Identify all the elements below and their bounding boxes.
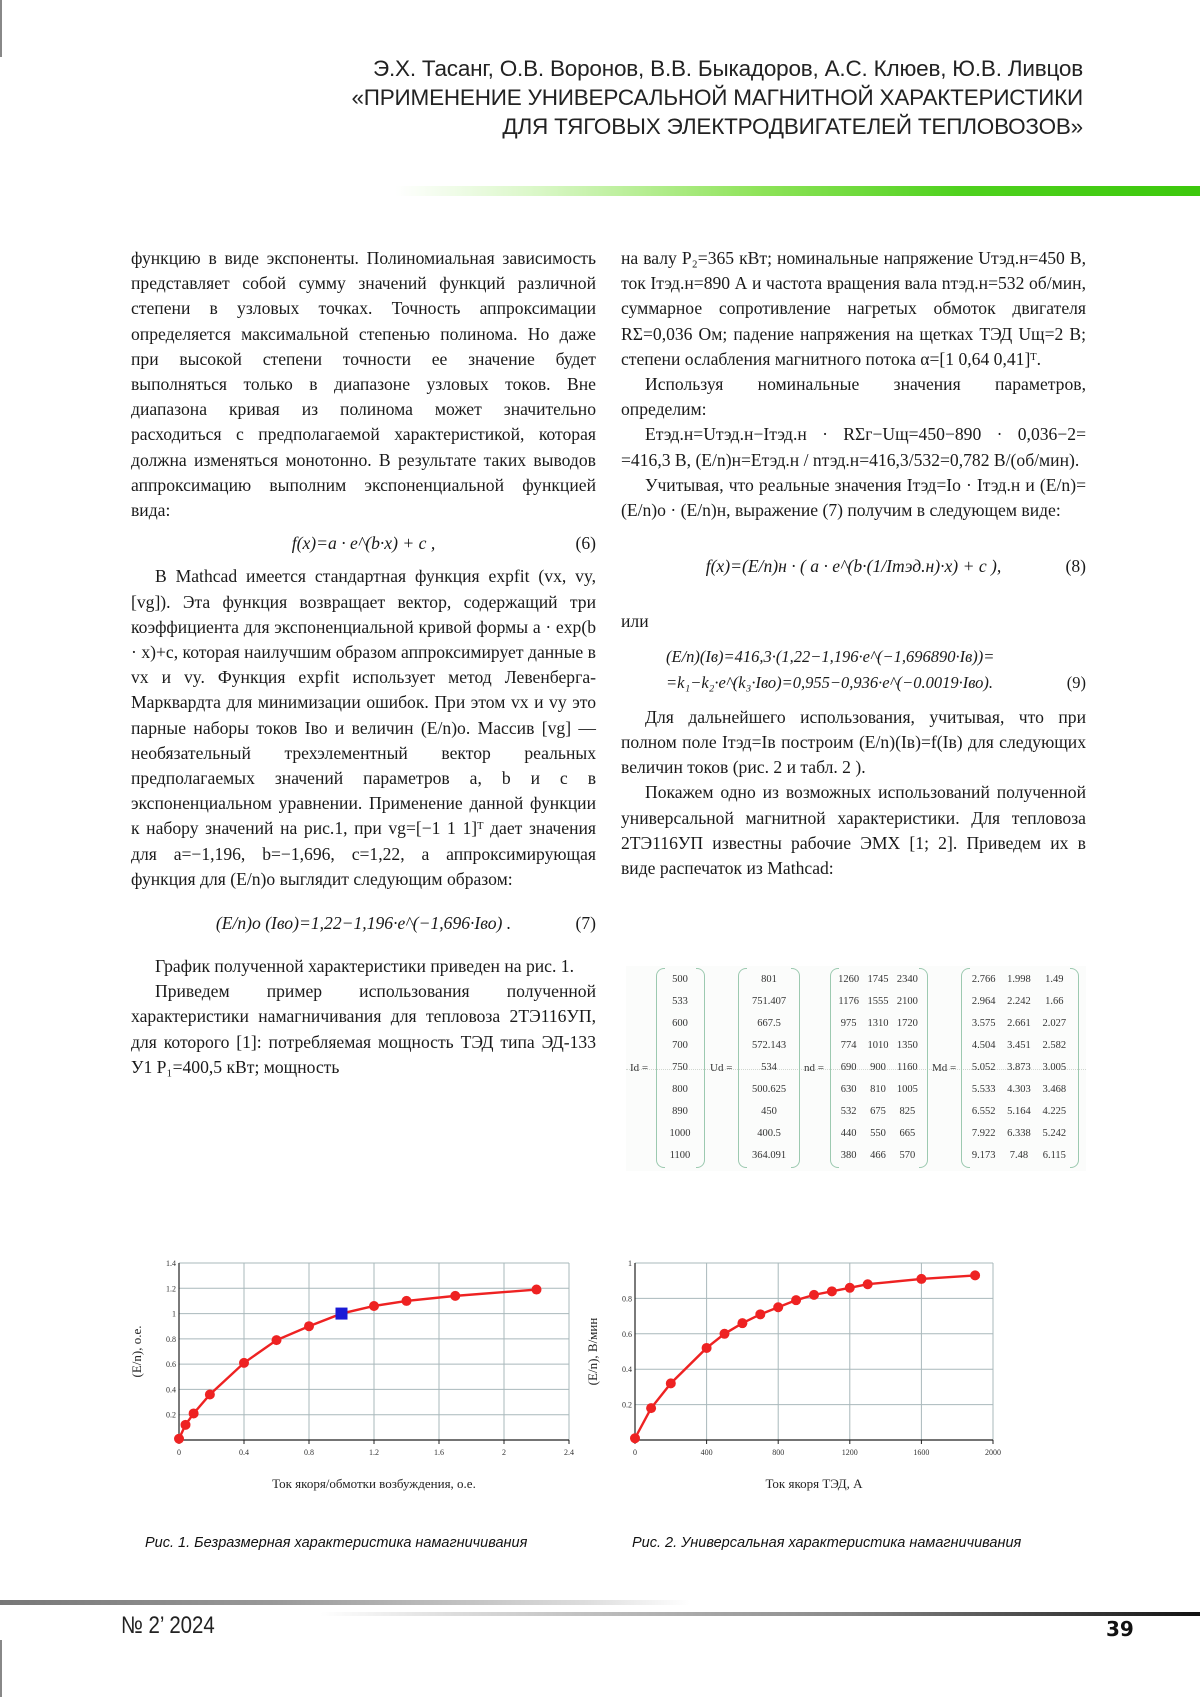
matrix-cell: 1350: [896, 1039, 918, 1051]
matrix-cell: 400.5: [757, 1128, 781, 1140]
matrix-cell: 801: [761, 973, 777, 985]
data-point: [272, 1335, 282, 1345]
matrix-cell: 6.338: [1007, 1128, 1031, 1140]
matrix-cell: 570: [899, 1150, 916, 1162]
paragraph: Покажем одно из возможных использований полученной универсальной магнитной характеристики. Для тепловоза 2ТЭ116УП известны рабочие ЭМХ [1; 2]. Приведем их в виде распечаток из Mathcad:: [621, 782, 1086, 879]
matrix-cell: 900: [870, 1061, 886, 1073]
paragraph: функцию в виде экспоненты. Полиномиальная зависимость представляет собой сумму значений функций различной степени в узловых точках. Точность аппроксимации определяется максимальной степенью полинома. Но даже при высокой степени точности ее значение будет выполняться только в диапазоне узловых токов. Вне диапазона кривая из полинома может значительно расходиться с предполагаемой характеристикой, которая должна изменяться монотонно. В результате таких выводов аппроксимацию выполним экспоненциальной функцией вида:: [131, 248, 596, 521]
matrix-row: [834, 996, 922, 1007]
paragraph: на валу P₂=365 кВт; номинальные напряжение Uтэд.н=450 В, ток Iтэд.н=890 А и частота вращения вала nтэд.н=532 об/мин, суммарное сопротивление нагретых обмоток двигателя RΣ=0,036 Ом; падение напряжения на щетках ТЭД Uщ=2 В; степени ослабления магнитного потока α=[1 0,64 0,41]ᵀ.: [621, 248, 1086, 369]
x-tick-label: 400: [700, 1448, 713, 1457]
matrix-cell: 533: [672, 995, 688, 1007]
matrix-cell: 2.027: [1042, 1017, 1067, 1029]
paragraph: Учитывая, что реальные значения Iтэд=Iо · Iтэд.н и (E/n)=(E/n)о · (E/n)н, выражение (7) получим в следующем виде:: [621, 474, 1086, 521]
equation-6: [131, 531, 596, 556]
matrix-row: [834, 1128, 922, 1139]
matrix-cell: 5.242: [1042, 1128, 1067, 1140]
matrix-cell: 534: [761, 1061, 777, 1073]
equation-9: [621, 644, 1086, 694]
data-point: [791, 1295, 801, 1305]
figure-1-caption: Рис. 1. Безразмерная характеристика намагничивания: [145, 1535, 528, 1551]
matrix-cell: 466: [870, 1150, 886, 1162]
data-point: [916, 1274, 926, 1284]
matrix-cell: 3.468: [1042, 1084, 1067, 1096]
matrix-cell: 4.504: [971, 1039, 996, 1051]
equation-number: (8): [1065, 556, 1086, 577]
matrix-row: [662, 1062, 698, 1073]
paragraph: Приведем пример использования полученной характеристики намагничивания для тепловоза 2ТЭ116УП, для которого [1]: потребляемая мощность ТЭД типа ЭД-133 У1 P₁=400,5 кВт; мощность: [131, 981, 596, 1077]
matrix-cell: 630: [840, 1084, 857, 1096]
matrix-cell: 2.766: [971, 973, 996, 985]
data-point: [737, 1318, 747, 1328]
matrix-row: [662, 1084, 698, 1095]
matrix-row: [662, 996, 698, 1007]
matrix-row: [834, 1084, 922, 1095]
data-point: [532, 1285, 542, 1295]
matrix-cell: 4.303: [1007, 1084, 1031, 1096]
matrix-row: [744, 1018, 794, 1029]
x-tick-label: 2000: [985, 1448, 1001, 1457]
matrix-cell: 700: [672, 1039, 688, 1051]
matrix-cell: 1010: [867, 1039, 889, 1051]
data-point: [205, 1389, 215, 1399]
matrix-cell: 800: [672, 1084, 688, 1096]
matrix-cell: 751.407: [751, 995, 787, 1007]
matrix-cell: 1000: [669, 1128, 691, 1140]
footer-rule: [320, 1612, 1200, 1616]
data-point: [755, 1309, 765, 1319]
matrix-cell: 1176: [838, 995, 859, 1007]
figure-2-caption: Рис. 2. Универсальная характеристика намагничивания: [632, 1535, 1022, 1551]
y-axis-title: (E/n), В/мин: [585, 1317, 600, 1386]
y-tick-label: 0.8: [166, 1334, 176, 1344]
matrix-row: [966, 1040, 1072, 1051]
matrix-row: [744, 1106, 794, 1117]
data-point: [809, 1290, 819, 1300]
matrix-cell: 4.225: [1042, 1106, 1067, 1118]
crop-mark: [0, 0, 2, 57]
x-tick-label: 0: [633, 1448, 637, 1457]
data-point: [773, 1302, 783, 1312]
matrix-row: [744, 974, 794, 985]
x-tick-label: 1200: [841, 1448, 858, 1457]
equation-7: [131, 900, 596, 946]
matrix-Md: [966, 968, 1072, 1167]
equation-line: (E/n)(Iв)=416,3·(1,22−1,196·e^(−1,696890·Iв))=: [666, 647, 995, 667]
matrix-row: [966, 974, 1072, 985]
y-tick-label: 0.4: [166, 1385, 176, 1395]
data-point: [181, 1420, 191, 1430]
matrix-row: [966, 1084, 1072, 1095]
y-axis-title: (E/n), о.е.: [129, 1325, 144, 1378]
matrix-row: [662, 1106, 698, 1117]
equation-8: [621, 529, 1086, 603]
equation-number: (9): [1066, 672, 1086, 692]
crop-mark: [0, 1640, 2, 1697]
x-tick-label: 2: [502, 1448, 506, 1457]
equation-text: f(x)=(E/n)н · ( a · e^(b·(1/Iтэд.н)·x) + c ),: [705, 556, 1002, 577]
matrix-cell: 6.552: [971, 1106, 996, 1118]
paragraph: В Mathcad имеется стандартная функция expfit (vx, vy, [vg]). Эта функция возвращает вектор, содержащий три коэффициента для экспоненциальной кривой формы a · exp(b · x)+c, которая наилучшим образом аппроксимирует данные в vx и vy. Функция expfit использует метод Левенберга-Марквардта для минимизации ошибок. При этом vx и vy это парные наборы токов Iво и величин (E/n)о. Массив [vg] — необязательный трехэлементный вектор реальных предполагаемых значений параметров a, b и c в экспоненциальном уравнении. Применение данной функции к набору значений на рис.1, при vg=[−1 1 1]ᵀ дает значения для a=−1,196, b=−1,696, c=1,22, а аппроксимирующая функция для (E/n)о выглядит следующим образом:: [131, 566, 596, 889]
matrix-cell: 380: [840, 1150, 857, 1162]
matrix-cell: 2.242: [1007, 995, 1031, 1007]
matrix-row: [966, 996, 1072, 1007]
matrix-cell: 2.964: [971, 995, 996, 1007]
y-tick-label: 1: [628, 1259, 632, 1268]
x-tick-label: 1.6: [434, 1448, 444, 1457]
matrix-cell: 7.48: [1009, 1150, 1029, 1162]
y-tick-label: 0.4: [622, 1365, 632, 1375]
matrix-cell: 2100: [896, 995, 918, 1007]
matrix-cell: 532: [840, 1106, 857, 1118]
matrix-cell: 1555: [867, 995, 889, 1007]
matrix-cell: 1.49: [1045, 973, 1064, 985]
matrix-cell: 1745: [867, 973, 889, 985]
matrix-label: Id =: [630, 1062, 649, 1074]
matrix-bracket: [696, 968, 705, 1168]
y-tick-label: 0.2: [166, 1410, 176, 1420]
matrix-cell: 690: [840, 1061, 857, 1073]
matrix-bracket: [791, 968, 800, 1168]
matrix-row: [834, 1062, 922, 1073]
matrix-cell: 5.052: [971, 1061, 996, 1073]
chart-svg: [585, 1255, 1070, 1495]
y-tick-label: 0.6: [622, 1329, 632, 1339]
matrix-cell: 2.582: [1042, 1039, 1067, 1051]
page-number: 39: [1106, 1617, 1134, 1641]
matrix-cell: 2.661: [1007, 1017, 1031, 1029]
x-tick-label: 1600: [913, 1448, 930, 1457]
matrix-label: Md =: [932, 1062, 957, 1074]
data-point: [304, 1321, 314, 1331]
paragraph: Используя номинальные значения параметров, определим:: [621, 374, 1086, 420]
matrix-cell: 3.575: [971, 1017, 996, 1029]
header-accent-bar: [395, 186, 1200, 196]
figure-1-chart: [130, 1255, 590, 1500]
matrix-cell: 3.005: [1042, 1061, 1067, 1073]
x-tick-label: 1.2: [369, 1448, 379, 1457]
data-point: [450, 1291, 460, 1301]
footer-rule: [0, 1600, 690, 1605]
matrix-cell: 1100: [669, 1150, 691, 1162]
matrix-cell: 810: [870, 1084, 886, 1096]
left-column: [131, 246, 596, 1080]
figure-2-chart: [585, 1255, 1070, 1500]
matrix-cell: 975: [840, 1017, 857, 1029]
y-tick-label: 0.6: [166, 1360, 176, 1370]
y-tick-label: 0.2: [622, 1400, 632, 1410]
matrix-cell: 1.998: [1007, 973, 1031, 985]
equation-text: (E/n)о (Iво)=1,22−1,196·e^(−1,696·Iво) .: [215, 913, 512, 934]
matrix-nd: [834, 968, 922, 1167]
matrix-cell: 550: [870, 1128, 886, 1140]
x-tick-label: 0.4: [239, 1448, 249, 1457]
matrix-cell: 1005: [896, 1084, 918, 1096]
data-point: [369, 1301, 379, 1311]
data-point: [863, 1279, 873, 1289]
series-line: [635, 1275, 975, 1438]
data-point: [666, 1378, 676, 1388]
paragraph: Для дальнейшего использования, учитывая, что при полном поле Iтэд=Iв построим (E/n)(Iв)=f(Iв) для следующих величин токов (рис. 2 и табл. 2 ).: [621, 706, 1086, 778]
matrix-label: Ud =: [710, 1062, 733, 1074]
matrix-row: [662, 1150, 698, 1161]
matrix-Id: [662, 968, 698, 1167]
matrix-cell: 1310: [867, 1017, 889, 1029]
data-point: [189, 1408, 199, 1418]
header-title-line1: «ПРИМЕНЕНИЕ УНИВЕРСАЛЬНОЙ МАГНИТНОЙ ХАРАКТЕРИСТИКИ: [351, 85, 1083, 110]
matrix-row: [834, 1106, 922, 1117]
matrix-row: [744, 1150, 794, 1161]
equation-number: (6): [575, 533, 596, 554]
matrix-cell: 665: [899, 1128, 916, 1140]
x-axis-title: Ток якоря/обмотки возбуждения, о.е.: [272, 1476, 476, 1491]
matrix-bracket: [1070, 968, 1079, 1168]
matrix-row: [966, 1150, 1072, 1161]
matrix-cell: 774: [840, 1039, 857, 1051]
matrix-cell: 1720: [896, 1017, 918, 1029]
matrix-row: [744, 1084, 794, 1095]
matrix-row: [966, 1106, 1072, 1117]
matrix-cell: 572.143: [751, 1039, 787, 1051]
matrix-cell: 1160: [897, 1061, 918, 1073]
matrix-cell: 5.164: [1007, 1106, 1031, 1118]
matrix-cell: 3.873: [1007, 1061, 1031, 1073]
y-tick-label: 1.4: [166, 1259, 176, 1268]
matrix-cell: 2340: [896, 973, 918, 985]
y-tick-label: 1.2: [166, 1284, 176, 1294]
matrix-row: [834, 1040, 922, 1051]
matrix-cell: 1260: [838, 973, 860, 985]
y-tick-label: 1: [172, 1309, 176, 1319]
matrix-cell: 5.533: [971, 1084, 996, 1096]
x-tick-label: 0.8: [304, 1448, 314, 1457]
equation-number: (7): [575, 913, 596, 934]
x-tick-label: 0: [177, 1448, 181, 1457]
matrix-cell: 6.115: [1042, 1150, 1066, 1162]
matrix-row: [834, 974, 922, 985]
matrix-row: [966, 1128, 1072, 1139]
paragraph: или: [621, 611, 649, 632]
matrix-row: [834, 1150, 922, 1161]
data-point: [646, 1403, 656, 1413]
highlight-point: [336, 1308, 348, 1320]
paragraph: Eтэд.н=Uтэд.н−Iтэд.н · RΣг−Uщ=450−890 · 0,036−2= =416,3 В, (E/n)н=Eтэд.н / nтэд.н=416,3/532=0,782 В/(об/мин).: [621, 424, 1086, 470]
matrix-row: [662, 1018, 698, 1029]
matrix-cell: 500.625: [751, 1084, 787, 1096]
x-tick-label: 2.4: [564, 1448, 574, 1457]
matrix-row: [662, 1128, 698, 1139]
matrix-cell: 600: [672, 1017, 688, 1029]
right-column: [621, 246, 1086, 881]
data-point: [720, 1329, 730, 1339]
matrix-cell: 440: [840, 1128, 857, 1140]
matrix-Ud: [744, 968, 794, 1167]
data-point: [827, 1286, 837, 1296]
matrix-cell: 450: [761, 1106, 777, 1118]
matrix-label: nd =: [804, 1062, 824, 1074]
issue-number: № 2’ 2024: [121, 1612, 215, 1639]
chart-svg: [130, 1255, 590, 1495]
matrix-cell: 364.091: [751, 1150, 787, 1162]
matrix-cell: 675: [870, 1106, 886, 1118]
equation-text: f(x)=a · e^(b·x) + c ,: [291, 533, 436, 554]
data-point: [630, 1433, 640, 1443]
mathcad-printout: [626, 966, 1086, 1171]
matrix-row: [744, 1128, 794, 1139]
matrix-row: [744, 1062, 794, 1073]
running-header: [351, 54, 1083, 141]
matrix-cell: 3.451: [1007, 1039, 1031, 1051]
header-title-line2: ДЛЯ ТЯГОВЫХ ЭЛЕКТРОДВИГАТЕЛЕЙ ТЕПЛОВОЗОВ»: [502, 114, 1083, 139]
data-point: [174, 1434, 184, 1444]
data-point: [402, 1296, 412, 1306]
header-authors: Э.Х. Тасанг, О.В. Воронов, В.В. Быкадоров, А.С. Клюев, Ю.В. Ливцов: [373, 56, 1083, 81]
matrix-cell: 9.173: [971, 1150, 996, 1162]
data-point: [845, 1283, 855, 1293]
x-axis-title: Ток якоря ТЭД, А: [765, 1476, 863, 1491]
matrix-row: [744, 1040, 794, 1051]
matrix-cell: 500: [672, 973, 688, 985]
equation-line: =k₁−k₂·e^(k₃·Iво)=0,955−0,936·e^(−0.0019·Iво).: [666, 672, 994, 692]
matrix-row: [662, 1040, 698, 1051]
x-tick-label: 800: [772, 1448, 785, 1457]
matrix-cell: 667.5: [757, 1017, 781, 1029]
matrix-cell: 825: [899, 1106, 916, 1118]
matrix-row: [834, 1018, 922, 1029]
paragraph: График полученной характеристики приведен на рис. 1.: [155, 956, 574, 977]
matrix-row: [662, 974, 698, 985]
matrix-cell: 750: [672, 1061, 688, 1073]
data-point: [702, 1343, 712, 1353]
y-tick-label: 0.8: [622, 1294, 632, 1304]
matrix-row: [966, 1062, 1072, 1073]
matrix-bracket: [919, 968, 928, 1168]
matrix-cell: 1.66: [1045, 995, 1064, 1007]
data-point: [239, 1358, 249, 1368]
matrix-cell: 890: [672, 1106, 688, 1118]
data-point: [970, 1270, 980, 1280]
matrix-cell: 7.922: [971, 1128, 996, 1140]
matrix-row: [966, 1018, 1072, 1029]
matrix-row: [744, 996, 794, 1007]
